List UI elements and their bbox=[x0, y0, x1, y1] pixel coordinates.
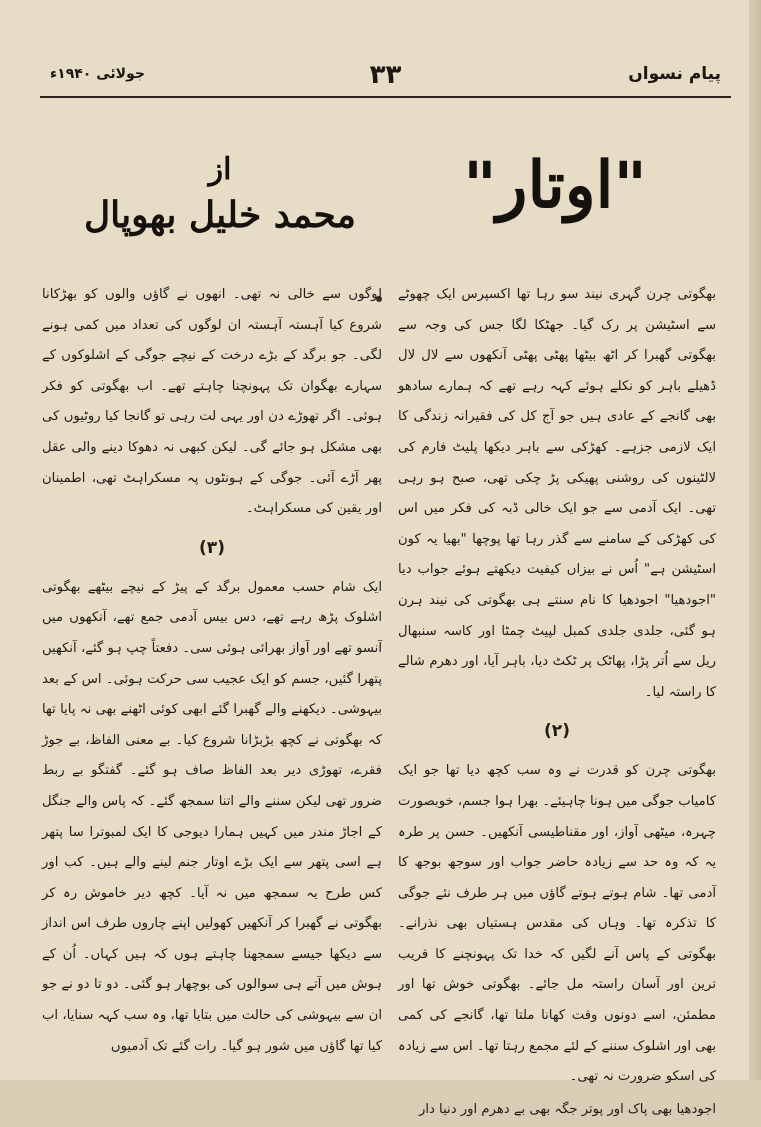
author-name: محمد خلیل بھوپال bbox=[84, 194, 356, 236]
story-title: "اوتار" bbox=[463, 148, 647, 223]
right-column bbox=[398, 280, 716, 1127]
header-rule bbox=[40, 96, 731, 98]
byline bbox=[60, 150, 380, 240]
paragraph: ایک شام حسب معمول برگد کے پیڑ کے نیچے بیٹھے بھگوتی اشلوک پڑھ رہے تھے، دس بیس آدمی جمع تھے، آنکھوں میں آنسو تھے اور آواز بھرائی ہوئی سی۔ دفعتاً چپ ہو گئے، آنکھیں پتھرا گئیں، جسم کو ایک عجیب سی حرکت ہوئی۔ اس کے بعد بیہوشی۔ دیکھنے والے گھبرا گئے ابھی کوئی اٹھنے بھی نہ پایا تھا کہ بھگوتی نے کچھ بڑبڑانا شروع کیا۔ بے معنی الفاظ، بے جوڑ فقرے، تھوڑی دیر بعد الفاظ صاف ہو گئے۔ گفتگو بے ربط ضرور تھی لیکن سننے والے اتنا سمجھ گئے۔ کہ پاس والے جنگل کے اجاڑ مندر میں کہیں ہمارا دیوجی کا ایک لمبوترا سا پتھر ہے اسی پتھر سے ایک بڑے اوتار جنم لینے والے ہیں۔ کب اور کس طرح یہ سمجھ میں نہ آیا۔ کچھ دیر خاموش رہ کر بھگوتی نے گھبرا کر آنکھیں کھولیں اپنے چاروں طرف اس انداز سے دیکھا جیسے سمجھنا چاہتے ہوں کہ ہیں کہاں۔ اُن کے ہوش میں آتے ہی سوالوں کی بوچھار ہو گئی۔ دو تا دو نے جو ان سے بیہوشی کی حالت میں بتایا تھا، وہ سب کہہ سنایا، اب کیا تھا گاؤں میں شور ہو گیا۔ رات گئے تک آدمیوں bbox=[42, 579, 382, 1054]
page-edge bbox=[749, 0, 761, 1080]
byline-prefix: از bbox=[208, 152, 232, 187]
section-number: (۳) bbox=[199, 537, 225, 558]
paragraph: اجودھیا بھی پاک اور پوتر جگہ بھی بے دھرم اور دنیا دار bbox=[418, 1101, 716, 1117]
left-column bbox=[42, 280, 382, 1064]
paragraph: لوگوں سے خالی نہ تھی۔ انھوں نے گاؤں والوں کو بھڑکانا شروع کیا آہستہ آہستہ ان لوگوں کی تعداد میں کمی ہونے لگی۔ جو برگد کے بڑے درخت کے نیچے جوگی کے اشلوکوں کے سہارے بھگوان تک پہونچنا چاہتے تھے۔ اب بھگوتی کو فکر ہوئی۔ اگر تھوڑے دن اور یہی لت رہی تو گانجا کیا روٹیوں کی بھی مشکل ہو جائے گی۔ لیکن کبھی نہ دھوکا دینے والی عقل پھر آڑے آئی۔ جوگی کے ہونٹوں پہ مسکراہٹ تھی، اطمینان اور یقین کی مسکراہٹ۔ bbox=[42, 287, 382, 517]
issue-date: جولائی ۱۹۴۰ء bbox=[50, 66, 145, 82]
page-header bbox=[40, 60, 731, 96]
magazine-name: پیام نسواں bbox=[628, 64, 721, 84]
paragraph: بھگوتی چرن کو قدرت نے وہ سب کچھ دیا تھا جو ایک کامیاب جوگی میں ہونا چاہیئے۔ بھرا ہوا جسم، خوبصورت چہرہ، میٹھی آواز، اور مقناطیسی آنکھیں۔ حسن پر طرہ یہ کہ وہ حد سے زیادہ حاضر جواب اور سوجھ بوجھ کا آدمی تھا۔ شام ہوتے ہوتے گاؤں میں ہر طرف نئے جوگی کا تذکرہ تھا۔ وہاں کی مقدس ہستیاں بھی نذرانے۔ بھگوتی کے پاس آنے لگیں کہ خدا تک پہونچنے کا قریب ترین اور آسان راستہ مل جائے۔ بھگوتی خوش تھا اور مطمئن، اسے دونوں وقت کھانا ملتا تھا، گانجے کی کمی بھی اور اشلوک سننے کے لئے مجمع رہتا تھا۔ اس سے زیادہ کی اسکو ضرورت نہ تھی۔ bbox=[398, 763, 716, 1085]
page-number: ۳۳ bbox=[369, 60, 402, 90]
section-number: (۲) bbox=[544, 721, 570, 742]
paragraph: بھگوتی چرن گہری نیند سو رہا تھا اکسپرس ایک چھوٹے سے اسٹیشن پر رک گیا۔ جھٹکا لگا جس کی وجہ سے بھگوتی گھبرا کر اٹھ بیٹھا پھٹی پھٹی آنکھوں سے لال لال ڈھیلے باہر کو نکلے ہوئے کہہ رہے تھے کہ ہمارے سادھو بھی گانجے کے عادی ہیں جو آج کل کی فقیرانہ زندگی کا ایک لازمی جزہے۔ کھڑکی سے باہر دیکھا پلیٹ فارم کی لالٹینوں کی روشنی پھیکی پڑ چکی تھی، صبح ہو رہی تھی۔ ایک آدمی سے جو ایک خالی ڈبہ کی فکر میں اس کی کھڑکی کے سامنے سے گذر رہا تھا پوچھا "بھیا یہ کون اسٹیشن ہے" اُس نے بیزاں کیفیت دیکھتے ہوئے جواب دیا "اجودھیا" اجودھیا کا نام سنتے ہی بھگوتی کی نیند ہرن ہو گئی، جلدی جلدی کمبل لپیٹ چمٹا اور کاسہ سنبھال ریل سے اُتر پڑا، پھاٹک پر ٹکٹ دیا، باہر آیا، اور دھرم شالے کا راستہ لیا۔ bbox=[398, 287, 716, 700]
